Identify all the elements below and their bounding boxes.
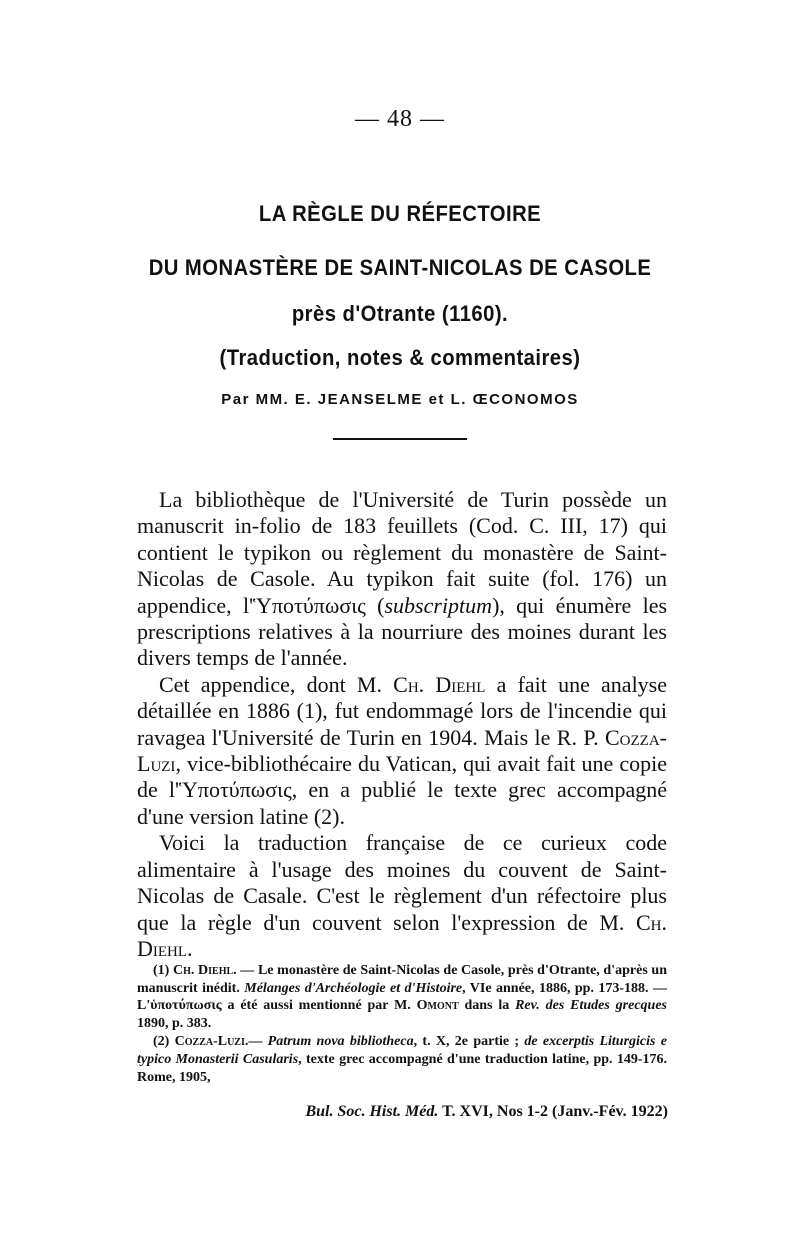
title-line-3: près d'Otrante (1160). — [291, 301, 509, 326]
latin-term: subscriptum — [384, 592, 493, 618]
page-number: — 48 — — [355, 106, 445, 132]
person-name: Ch. Diehl — [393, 671, 486, 697]
title-line-4: (Traduction, notes & commentaires) — [219, 345, 581, 370]
journal-title: Mélanges d'Archéologie et d'Histoire — [244, 980, 463, 996]
paragraph-2: Cet appendice, dont M. Ch. Diehl a fait une analyse détaillée en 1886 (1), fut endommagé lors de l'incendie qui ravagea l'Université de Turin en 1904. Mais le R. P. Cozza-Luzi, vice-bibliothécaire du Vatican, qui avait fait une copie de l'Ὑποτύπωσις, en a publié le texte grec accompagné d'une version latine (2). — [137, 671, 668, 829]
person-name: Cozza-Luzi — [174, 1034, 245, 1050]
paragraph-3: Voici la traduction française de ce curieux code alimentaire à l'usage des moines du couvent de Saint-Nicolas de Casale. C'est le règlement d'un réfectoire plus que la règle d'un couvent selon l'expression de M. Ch. Diehl. — [137, 830, 667, 961]
person-name: Ch. Diehl — [172, 963, 234, 978]
greek-term: Ὑποτύπωσις — [178, 777, 292, 803]
person-name: Ch. Diehl — [137, 909, 667, 961]
greek-term: ὑποτύπωσις — [150, 998, 222, 1014]
footnote-2: (2) Cozza-Luzi.— Patrum nova bibliotheca, t. X, 2e partie ; de excerptis Liturgicis e typico Monasterii Casularis, texte grec accompagné d'une traduction latine, pp. 149-176. Rome, 1905, — [137, 1034, 668, 1085]
work-title: Patrum nova bibliotheca — [267, 1034, 414, 1050]
footnote-1: (1) Ch. Diehl. — Le monastère de Saint-Nicolas de Casole, près d'Otrante, d'après un manuscrit inédit. Mélanges d'Archéologie et d'Histoire, VIe année, 1886, pp. 173-188. — L'ὑποτύπωσις a été aussi mentionné par M. Omont dans la Rev. des Etudes grecques 1890, p. 383. — [137, 963, 667, 1031]
title-line-1: LA RÈGLE DU RÉFECTOIRE — [258, 201, 542, 226]
person-name: Omont — [416, 998, 459, 1014]
journal-abbrev: Bul. Soc. Hist. Méd. — [305, 1103, 439, 1120]
body-text — [137, 487, 667, 962]
work-title: de excerptis Liturgicis e typico Monasterii Casularis — [137, 1034, 667, 1067]
title-divider — [333, 438, 467, 440]
greek-term: Ὑποτύπωσις — [253, 592, 366, 618]
footnotes — [137, 962, 667, 1087]
title-line-2: DU MONASTÈRE DE SAINT-NICOLAS DE CASOLE — [148, 255, 652, 280]
authors-line: Par MM. E. JEANSELME et L. ŒCONOMOS — [221, 391, 579, 408]
journal-reference: Bul. Soc. Hist. Méd. T. XVI, Nos 1-2 (Janv.-Fév. 1922) — [305, 1103, 668, 1120]
journal-title: Rev. des Etudes grecques — [515, 998, 667, 1014]
person-name: Cozza-Luzi — [137, 724, 667, 777]
paragraph-1: La bibliothèque de l'Université de Turin possède un manuscrit in-folio de 183 feuillets (Cod. C. III, 17) qui contient le typikon ou règlement du monastère de Saint-Nicolas de Casole. Au typikon fait suite (fol. 176) un appendice, l'Ὑποτύπωσις (subscriptum), qui énumère les prescriptions relatives à la nourriure des moines durant les divers temps de l'année. — [137, 487, 668, 671]
